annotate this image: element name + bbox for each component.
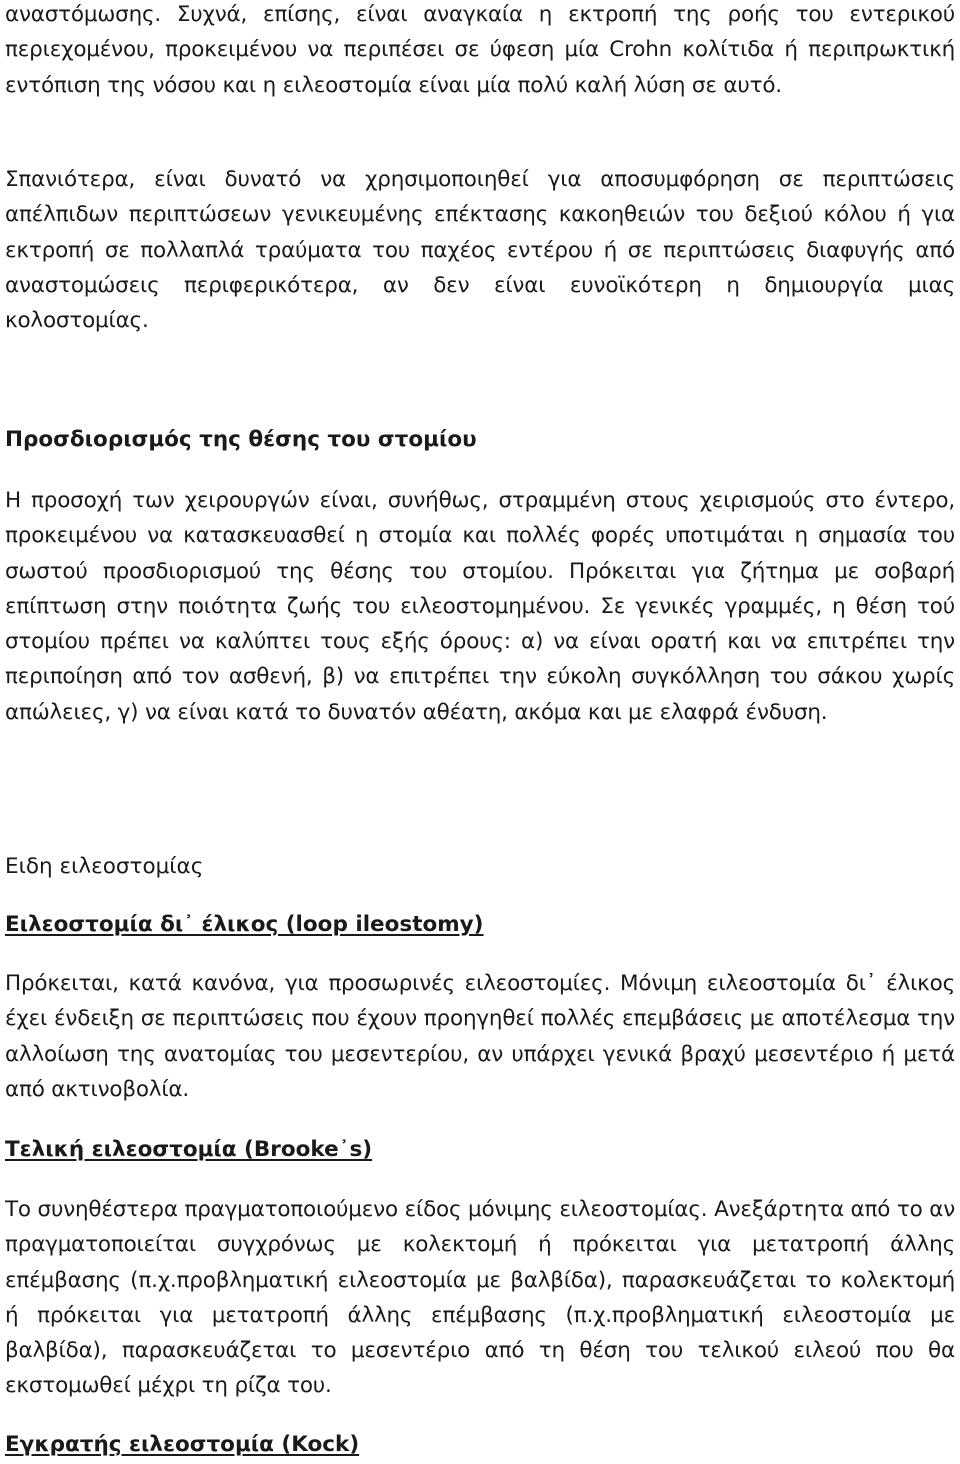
- paragraph-end-ileostomy: Το συνηθέστερα πραγματοποιούμενο είδος μόνιμης ειλεοστομίας. Ανεξάρτητα από το αν πραγματοποιείται συγχρόνως με κολεκτομή ή πρόκειται για μετατροπή άλλης επέμβασης (π.χ.προβληματική ειλεοστομία με βαλβίδα), παρασκευάζεται το κολεκτομή ή πρόκειται για μετατροπή άλλης επέμβασης (π.χ.προβληματική ειλεοστομία με βαλβίδα), παρασκευάζεται το μεσεντέριο από τη θέση του τελικού ειλεού που θα εκστομωθεί μέχρι τη ρίζα του.: [5, 1197, 955, 1399]
- paragraph-loop-ileostomy: Πρόκειται, κατά κανόνα, για προσωρινές ειλεοστομίες. Μόνιμη ειλεοστομία δι᾽ έλικος έχει ένδειξη σε περιπτώσεις που έχουν προηγηθεί πολλές επεμβάσεις με αποτέλεσμα την αλλοίωση της ανατομίας του μεσεντερίου, αν υπάρχει γενικά βραχύ μεσεντέριο ή μετά από ακτινοβολία.: [5, 971, 955, 1102]
- heading-continent-ileostomy: Εγκρατής ειλεοστομία (Kock): [5, 1432, 360, 1457]
- heading-ileostomy-types: Ειδη ειλεοστομίας: [5, 854, 204, 879]
- heading-stoma-site: Προσδιορισμός της θέσης του στομίου: [5, 427, 477, 452]
- paragraph-stoma-site: Η προσοχή των χειρουργών είναι, συνήθως, στραμμένη στους χειρισμούς στο έντερο, προκειμένου να κατασκευασθεί η στομία και πολλές φορές υποτιμάται η σημασία του σωστού προσδιορισμού της θέσης του στομίου. Πρόκειται για ζήτημα με σοβαρή επίπτωση στην ποιότητα ζωής του ειλεοστομημένου. Σε γενικές γραμμές, η θέση τού στομίου πρέπει να καλύπτει τους εξής όρους: α) να είναι ορατή και να επιτρέπει την περιποίηση από τον ασθενή, β) να επιτρέπει την εύκολη συγκόλληση του σάκου χωρίς απώλειες, γ) να είναι κατά το δυνατόν αθέατη, ακόμα και με ελαφρά ένδυση.: [5, 488, 955, 725]
- paragraph-decompression: Σπανιότερα, είναι δυνατό να χρησιμοποιηθεί για αποσυμφόρηση σε περιπτώσεις απέλπιδων περιπτώσεων γενικευμένης επέκτασης κακοηθειών του δεξιού κόλου ή για εκτροπή σε πολλαπλά τραύματα του παχέος εντέρου ή σε περιπτώσεις διαφυγής από αναστομώσεις περιφερικότερα, αν δεν είναι ευνοϊκότερη η δημιουργία μιας κολοστομίας.: [5, 167, 955, 334]
- heading-loop-ileostomy: Ειλεοστομία δι᾽ έλικος (loop ileostomy): [5, 912, 484, 937]
- paragraph-anastomosis: αναστόμωσης. Συχνά, επίσης, είναι αναγκαία η εκτροπή της ροής του εντερικού περιεχομένου, προκειμένου να περιπέσει σε ύφεση μία Crohn κολίτιδα ή περιπρωκτική εντόπιση της νόσου και η ειλεοστομία είναι μία πολύ καλή λύση σε αυτό.: [5, 2, 955, 98]
- heading-end-ileostomy: Τελική ειλεοστομία (Brooke᾽s): [5, 1137, 373, 1162]
